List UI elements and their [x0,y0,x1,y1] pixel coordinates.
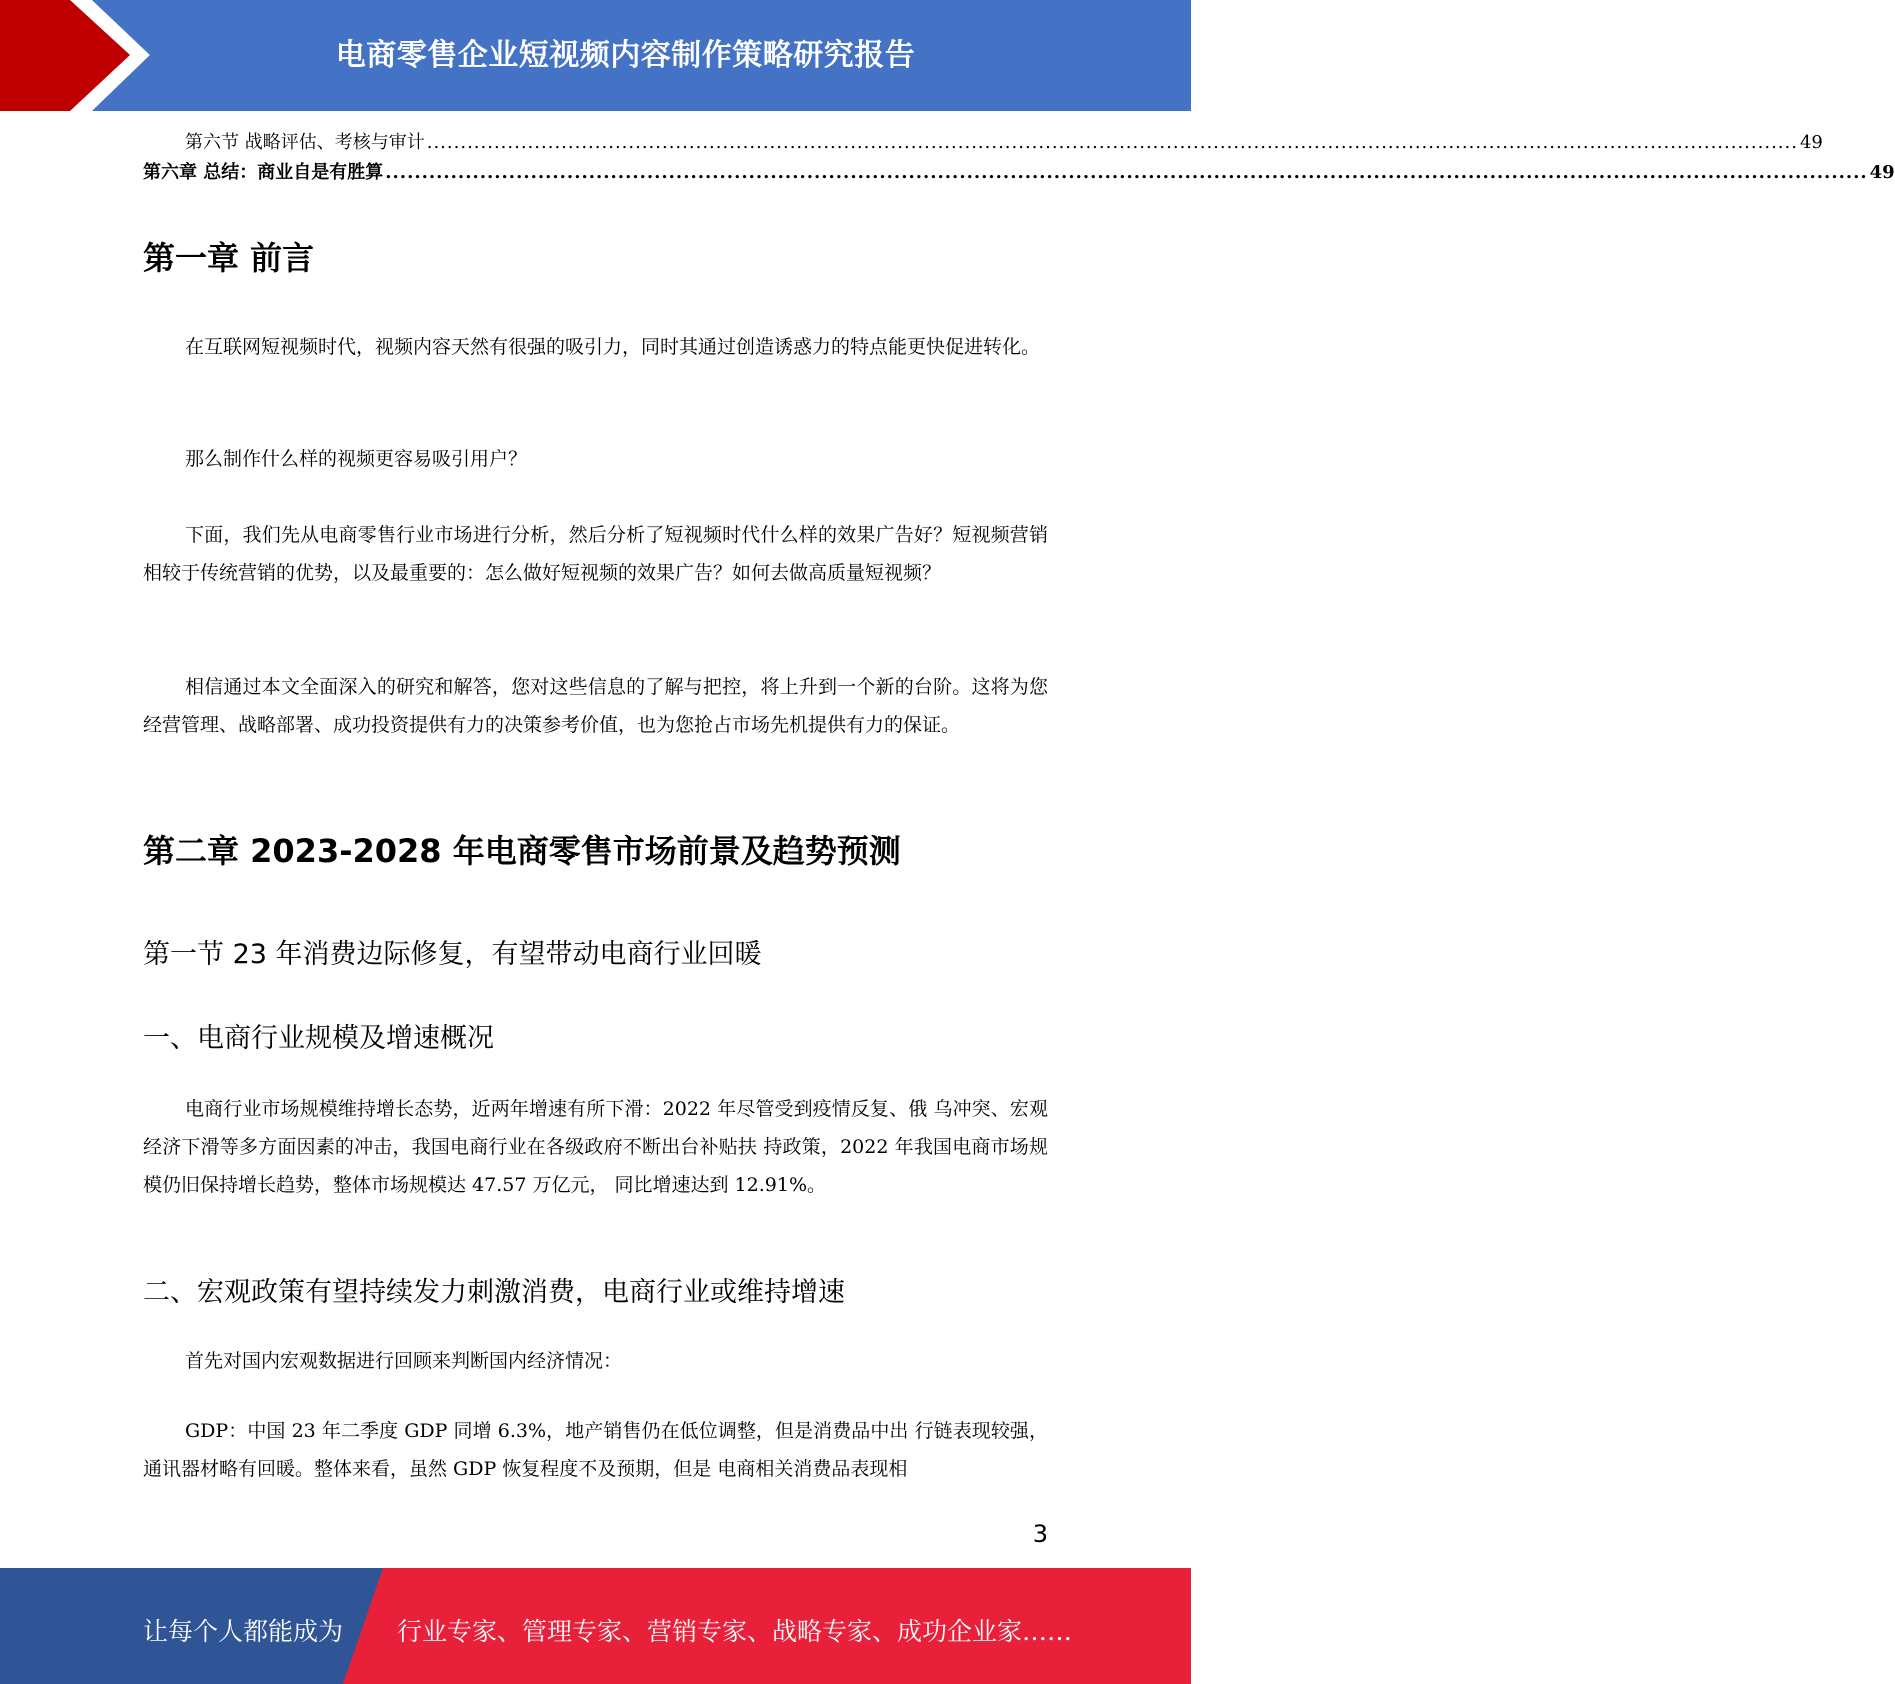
toc-leader-dots: ............................................................................................................................................................................................................ [426,132,1798,153]
toc-leader-dots: ............................................................................................................................................................................................................ [385,162,1868,183]
page-number: 3 [1032,1520,1048,1548]
toc-entry-title: 第六节 战略评估、考核与审计 [185,132,425,153]
footer-slogan-left: 让每个人都能成为 [143,1617,344,1646]
toc-entry[interactable] [143,131,1823,155]
paragraph: 下面，我们先从电商零售行业市场进行分析，然后分析了短视频时代什么样的效果广告好？短视频营销相较于传统营销的优势，以及最重要的：怎么做好短视频的效果广告？如何去做高质量短视频？ [143,524,1048,584]
paragraph: GDP：中国 23 年二季度 GDP 同增 6.3%，地产销售仍在低位调整，但是消费品中出 行链表现较强，通讯器材略有回暖。整体来看，虽然 GDP 恢复程度不及预期，但是 电商相关消费品表现相 [143,1420,1048,1480]
paragraph: 电商行业市场规模维持增长态势，近两年增速有所下滑：2022 年尽管受到疫情反复、俄 乌冲突、宏观经济下滑等多方面因素的冲击，我国电商行业在各级政府不断出台补贴扶 持政策，2022 年我国电商市场规模仍旧保持增长趋势，整体市场规模达 47.57 万亿元， 同比增速达到 12.91%。 [143,1098,1048,1196]
toc-entry-page: 49 [1799,132,1823,153]
footer-slogan-right: 行业专家、管理专家、营销专家、战略专家、成功企业家…… [397,1617,1073,1646]
toc-entry-page: 49 [1869,162,1895,183]
chapter-1-heading: 第一章 前言 [143,239,315,277]
subsection-1-heading: 一、电商行业规模及增速概况 [143,1023,494,1054]
paragraph: 首先对国内宏观数据进行回顾来判断国内经济情况： [185,1350,623,1372]
page-footer [0,1568,1191,1684]
page-header [0,0,1191,111]
subsection-2-heading: 二、宏观政策有望持续发力刺激消费，电商行业或维持增速 [143,1277,845,1308]
paragraph: 那么制作什么样的视频更容易吸引用户？ [185,448,528,470]
report-title: 电商零售企业短视频内容制作策略研究报告 [335,38,916,73]
chapter-2-heading: 第二章 2023-2028 年电商零售市场前景及趋势预测 [143,832,901,870]
toc-entry-title: 第六章 总结：商业自是有胜算 [143,162,384,183]
paragraph: 相信通过本文全面深入的研究和解答，您对这些信息的了解与把控，将上升到一个新的台阶。这将为您经营管理、战略部署、成功投资提供有力的决策参考价值，也为您抢占市场先机提供有力的保证。 [143,676,1048,736]
section-1-heading: 第一节 23 年消费边际修复，有望带动电商行业回暖 [143,939,762,970]
toc-entry[interactable] [143,161,1895,185]
paragraph: 在互联网短视频时代，视频内容天然有很强的吸引力，同时其通过创造诱惑力的特点能更快促进转化。 [185,336,1041,358]
